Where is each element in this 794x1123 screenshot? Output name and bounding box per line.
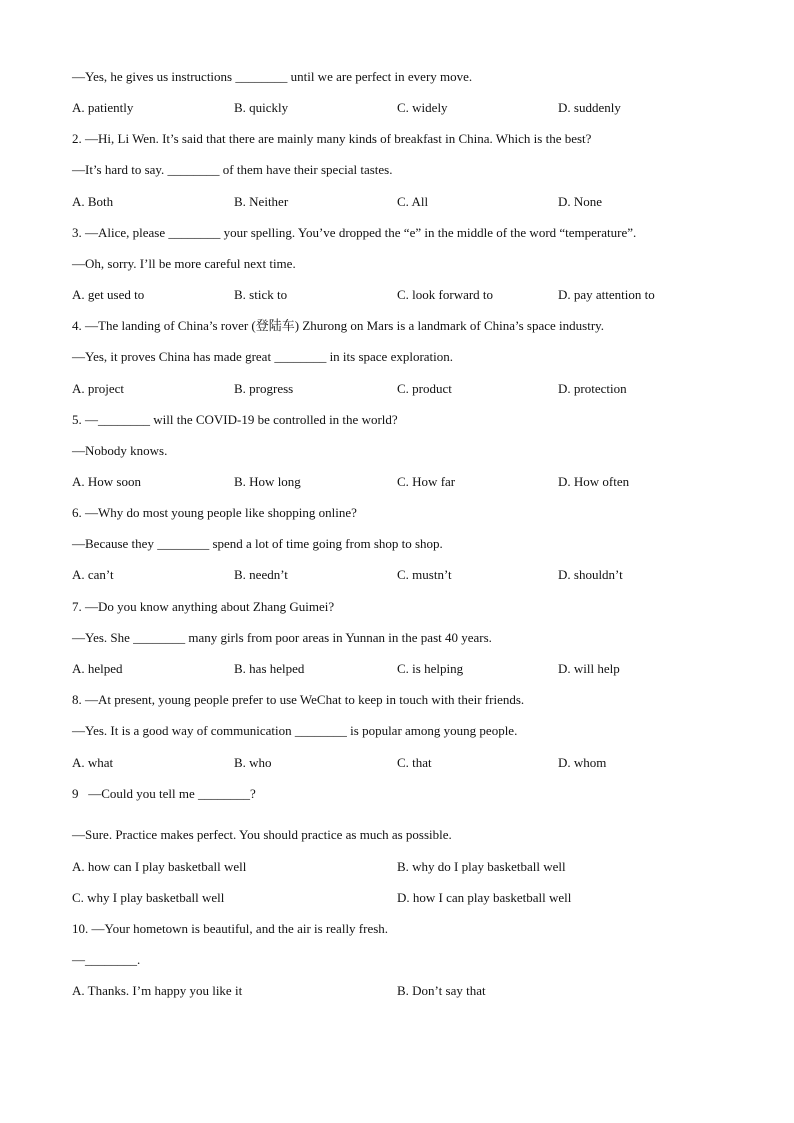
q3-option-d[interactable]: D. pay attention to bbox=[558, 287, 655, 302]
q9-option-a[interactable]: A. how can I play basketball well bbox=[72, 859, 247, 874]
q1-option-b[interactable]: B. quickly bbox=[234, 100, 289, 115]
q4-option-a[interactable]: A. project bbox=[72, 381, 124, 396]
q5-options bbox=[72, 474, 732, 490]
q7-question-line: 7. —Do you know anything about Zhang Guimei? bbox=[72, 599, 335, 614]
q6-option-c[interactable]: C. mustn’t bbox=[397, 567, 452, 582]
q7-option-b[interactable]: B. has helped bbox=[234, 661, 305, 676]
q1-option-d[interactable]: D. suddenly bbox=[558, 100, 621, 115]
q5-option-a[interactable]: A. How soon bbox=[72, 474, 141, 489]
q8-option-b[interactable]: B. who bbox=[234, 755, 272, 770]
q2-options bbox=[72, 194, 732, 210]
q4-dialogue-line: —Yes, it proves China has made great ________ in its space exploration. bbox=[72, 349, 454, 364]
q10-options bbox=[72, 983, 732, 999]
q7-options bbox=[72, 661, 732, 677]
q10-question-line: 10. —Your hometown is beautiful, and the air is really fresh. bbox=[72, 921, 389, 936]
q5-option-d[interactable]: D. How often bbox=[558, 474, 630, 489]
q3-options bbox=[72, 287, 732, 303]
q6-options bbox=[72, 567, 732, 583]
q8-dialogue-line: —Yes. It is a good way of communication ________ is popular among young people. bbox=[72, 723, 518, 738]
q2-option-a[interactable]: A. Both bbox=[72, 194, 114, 209]
q4-option-b[interactable]: B. progress bbox=[234, 381, 294, 396]
q3-option-a[interactable]: A. get used to bbox=[72, 287, 145, 302]
q8-option-a[interactable]: A. what bbox=[72, 755, 114, 770]
q6-option-b[interactable]: B. needn’t bbox=[234, 567, 288, 582]
q9-option-b[interactable]: B. why do I play basketball well bbox=[397, 859, 566, 874]
q2-question-line: 2. —Hi, Li Wen. It’s said that there are mainly many kinds of breakfast in China. Which is the best? bbox=[72, 131, 592, 146]
q3-dialogue-line: —Oh, sorry. I’ll be more careful next time. bbox=[72, 256, 296, 271]
q9-dialogue-line: —Sure. Practice makes perfect. You should practice as much as possible. bbox=[72, 827, 452, 842]
q1-options bbox=[72, 100, 732, 116]
q5-dialogue-line: —Nobody knows. bbox=[72, 443, 168, 458]
q4-question-line: 4. —The landing of China’s rover (登陆车) Zhurong on Mars is a landmark of China’s space industry. bbox=[72, 318, 605, 333]
q6-dialogue-line: —Because they ________ spend a lot of time going from shop to shop. bbox=[72, 536, 443, 551]
q2-option-c[interactable]: C. All bbox=[397, 194, 429, 209]
q8-option-d[interactable]: D. whom bbox=[558, 755, 607, 770]
q7-option-a[interactable]: A. helped bbox=[72, 661, 123, 676]
q7-option-d[interactable]: D. will help bbox=[558, 661, 620, 676]
q10-option-a[interactable]: A. Thanks. I’m happy you like it bbox=[72, 983, 243, 998]
q6-question-line: 6. —Why do most young people like shopping online? bbox=[72, 505, 357, 520]
q4-options bbox=[72, 381, 732, 397]
q9-option-c[interactable]: C. why I play basketball well bbox=[72, 890, 225, 905]
q9-options-row-1 bbox=[72, 859, 732, 875]
q5-question-line: 5. —________ will the COVID-19 be controlled in the world? bbox=[72, 412, 398, 427]
q2-option-b[interactable]: B. Neither bbox=[234, 194, 289, 209]
q10-option-b[interactable]: B. Don’t say that bbox=[397, 983, 486, 998]
q9-option-d[interactable]: D. how I can play basketball well bbox=[397, 890, 572, 905]
q6-option-a[interactable]: A. can’t bbox=[72, 567, 114, 582]
q9-question-line: 9 —Could you tell me ________? bbox=[72, 786, 256, 801]
q1-option-a[interactable]: A. patiently bbox=[72, 100, 134, 115]
q8-question-line: 8. —At present, young people prefer to use WeChat to keep in touch with their friends. bbox=[72, 692, 525, 707]
q4-option-d[interactable]: D. protection bbox=[558, 381, 627, 396]
q2-option-d[interactable]: D. None bbox=[558, 194, 603, 209]
q5-option-b[interactable]: B. How long bbox=[234, 474, 301, 489]
q2-dialogue-line: —It’s hard to say. ________ of them have their special tastes. bbox=[72, 162, 393, 177]
q8-option-c[interactable]: C. that bbox=[397, 755, 432, 770]
q8-options bbox=[72, 755, 732, 771]
q3-option-c[interactable]: C. look forward to bbox=[397, 287, 494, 302]
q10-dialogue-line: —________. bbox=[72, 952, 141, 967]
q4-option-c[interactable]: C. product bbox=[397, 381, 452, 396]
q1-dialogue-line: —Yes, he gives us instructions ________ until we are perfect in every move. bbox=[72, 69, 473, 84]
q5-option-c[interactable]: C. How far bbox=[397, 474, 456, 489]
q6-option-d[interactable]: D. shouldn’t bbox=[558, 567, 623, 582]
q3-option-b[interactable]: B. stick to bbox=[234, 287, 288, 302]
q9-options-row-2 bbox=[72, 890, 732, 906]
q3-question-line: 3. —Alice, please ________ your spelling. You’ve dropped the “e” in the middle of the word “temperature”. bbox=[72, 225, 637, 240]
q7-option-c[interactable]: C. is helping bbox=[397, 661, 464, 676]
q7-dialogue-line: —Yes. She ________ many girls from poor areas in Yunnan in the past 40 years. bbox=[72, 630, 492, 645]
q1-option-c[interactable]: C. widely bbox=[397, 100, 448, 115]
